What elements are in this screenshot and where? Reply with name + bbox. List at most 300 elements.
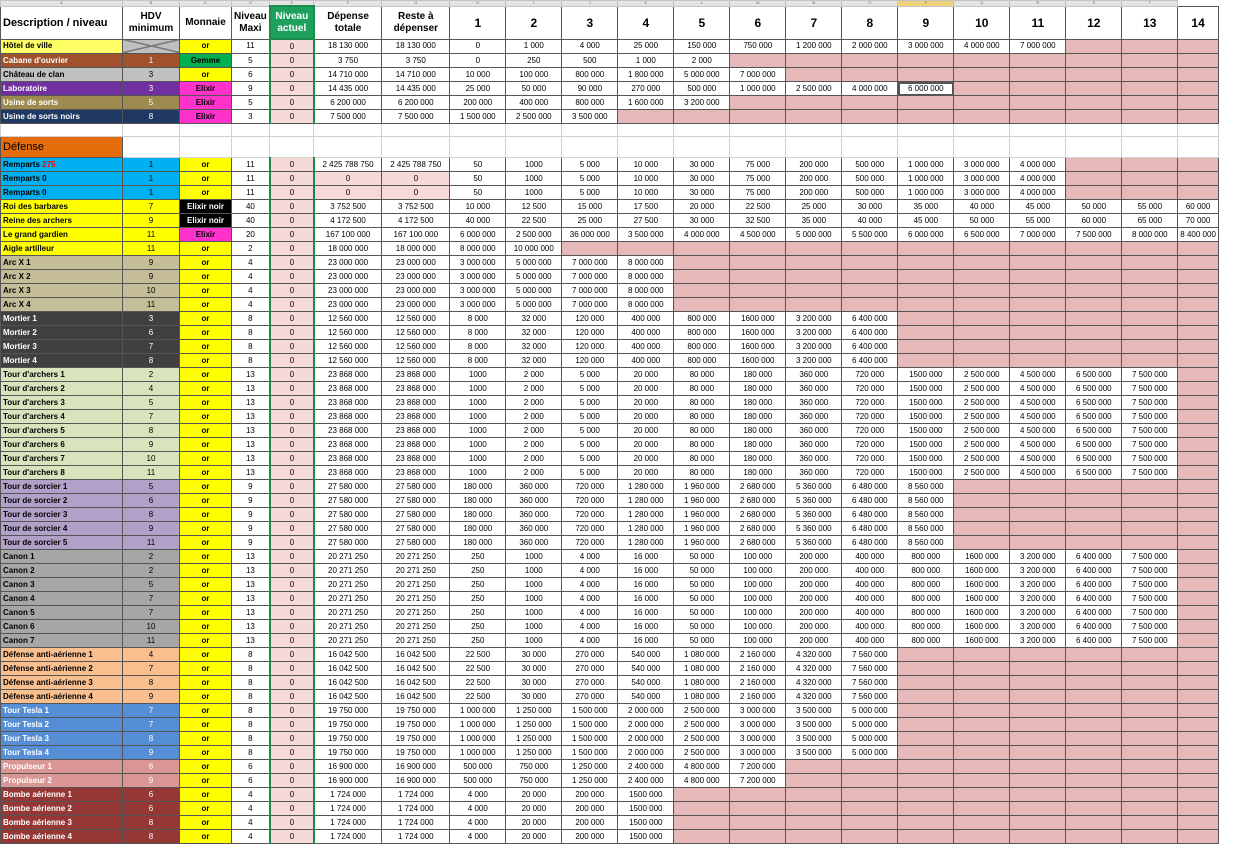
blank-cell[interactable] <box>954 137 1010 158</box>
level-cost-cell[interactable]: 1600 000 <box>730 312 786 326</box>
level-cost-cell[interactable]: 40 000 <box>954 200 1010 214</box>
level-cost-cell-empty[interactable] <box>898 110 954 124</box>
level-cost-cell-empty[interactable] <box>562 242 618 256</box>
level-cost-cell-empty[interactable] <box>954 256 1010 270</box>
currency-cell[interactable]: or <box>180 172 232 186</box>
current-level-input[interactable]: 0 <box>270 172 314 186</box>
current-level-input[interactable]: 0 <box>270 424 314 438</box>
level-cost-cell-empty[interactable] <box>898 354 954 368</box>
total-cost-cell[interactable]: 20 271 250 <box>314 592 382 606</box>
level-cost-cell[interactable]: 20 000 <box>506 816 562 830</box>
level-cost-cell[interactable]: 1 600 000 <box>618 96 674 110</box>
total-cost-cell[interactable]: 12 560 000 <box>314 340 382 354</box>
current-level-input[interactable]: 0 <box>270 54 314 68</box>
total-cost-cell[interactable]: 0 <box>314 186 382 200</box>
level-cost-cell[interactable]: 3 000 000 <box>954 172 1010 186</box>
level-cost-cell[interactable]: 250 <box>450 550 506 564</box>
level-cost-cell-empty[interactable] <box>786 830 842 844</box>
total-cost-cell[interactable]: 16 900 000 <box>314 760 382 774</box>
level-cost-cell-empty[interactable] <box>730 110 786 124</box>
level-cost-cell[interactable]: 50 <box>450 172 506 186</box>
level-cost-cell[interactable]: 360 000 <box>506 508 562 522</box>
current-level-input[interactable]: 0 <box>270 480 314 494</box>
level-cost-cell[interactable]: 6 000 000 <box>898 82 954 96</box>
currency-cell[interactable]: or <box>180 578 232 592</box>
total-cost-cell[interactable]: 2 425 788 750 <box>314 158 382 172</box>
total-cost-cell[interactable]: 19 750 000 <box>314 732 382 746</box>
level-cost-cell-empty[interactable] <box>1010 690 1066 704</box>
currency-cell[interactable]: or <box>180 606 232 620</box>
currency-cell[interactable]: or <box>180 564 232 578</box>
max-level-cell[interactable]: 9 <box>232 82 270 96</box>
total-cost-cell[interactable]: 12 560 000 <box>314 354 382 368</box>
hdv-minimum-cell[interactable]: 9 <box>123 438 180 452</box>
level-cost-cell-empty[interactable] <box>1122 82 1178 96</box>
max-level-cell[interactable]: 13 <box>232 368 270 382</box>
level-cost-cell-empty[interactable] <box>1010 110 1066 124</box>
max-level-cell[interactable]: 8 <box>232 676 270 690</box>
level-cost-cell-empty[interactable] <box>1178 96 1219 110</box>
level-cost-cell[interactable]: 400 000 <box>842 620 898 634</box>
column-letter[interactable]: H <box>450 1 506 7</box>
column-letter[interactable]: J <box>562 1 618 7</box>
level-cost-cell-empty[interactable] <box>1010 494 1066 508</box>
remaining-cost-cell[interactable]: 1 724 000 <box>382 802 450 816</box>
blank-cell[interactable] <box>450 137 506 158</box>
level-cost-cell-empty[interactable] <box>674 802 730 816</box>
level-cost-cell[interactable]: 4 000 <box>562 606 618 620</box>
level-cost-cell[interactable]: 360 000 <box>786 424 842 438</box>
level-cost-cell-empty[interactable] <box>786 816 842 830</box>
level-cost-cell[interactable]: 2 000 <box>674 54 730 68</box>
level-cost-cell[interactable]: 2 000 000 <box>842 39 898 54</box>
level-cost-cell-empty[interactable] <box>842 816 898 830</box>
level-cost-cell[interactable]: 35 000 <box>786 214 842 228</box>
header-level-3[interactable]: 3 <box>562 6 618 39</box>
level-cost-cell[interactable]: 5 000 <box>562 172 618 186</box>
hdv-minimum-cell[interactable]: 7 <box>123 200 180 214</box>
current-level-input[interactable]: 0 <box>270 39 314 54</box>
remaining-cost-cell[interactable]: 4 172 500 <box>382 214 450 228</box>
total-cost-cell[interactable]: 18 130 000 <box>314 39 382 54</box>
row-name[interactable] <box>1 298 123 312</box>
max-level-cell[interactable]: 13 <box>232 550 270 564</box>
level-cost-cell-empty[interactable] <box>674 284 730 298</box>
hdv-minimum-cell[interactable]: 9 <box>123 690 180 704</box>
level-cost-cell[interactable]: 3 000 000 <box>450 270 506 284</box>
level-cost-cell[interactable]: 200 000 <box>786 172 842 186</box>
remaining-cost-cell[interactable]: 20 271 250 <box>382 550 450 564</box>
current-level-input[interactable]: 0 <box>270 96 314 110</box>
level-cost-cell[interactable]: 8 560 000 <box>898 494 954 508</box>
blank-cell[interactable] <box>1 124 123 137</box>
header-hdv-minimum[interactable]: HDV minimum <box>123 6 180 39</box>
level-cost-cell[interactable]: 0 <box>450 54 506 68</box>
level-cost-cell-empty[interactable] <box>1178 270 1219 284</box>
level-cost-cell-empty[interactable] <box>1010 830 1066 844</box>
current-level-input[interactable]: 0 <box>270 550 314 564</box>
blank-cell[interactable] <box>123 137 180 158</box>
remaining-cost-cell[interactable]: 14 710 000 <box>382 68 450 82</box>
currency-cell[interactable]: or <box>180 508 232 522</box>
level-cost-cell[interactable]: 22 500 <box>450 648 506 662</box>
level-cost-cell-empty[interactable] <box>1178 480 1219 494</box>
level-cost-cell-empty[interactable] <box>786 760 842 774</box>
remaining-cost-cell[interactable]: 20 271 250 <box>382 578 450 592</box>
level-cost-cell[interactable]: 8 000 000 <box>450 242 506 256</box>
level-cost-cell-empty[interactable] <box>1066 340 1122 354</box>
level-cost-cell[interactable]: 25 000 <box>450 82 506 96</box>
level-cost-cell[interactable]: 4 320 000 <box>786 662 842 676</box>
level-cost-cell[interactable]: 8 000 000 <box>618 284 674 298</box>
level-cost-cell-empty[interactable] <box>1178 578 1219 592</box>
level-cost-cell-empty[interactable] <box>1122 522 1178 536</box>
level-cost-cell[interactable]: 16 000 <box>618 578 674 592</box>
level-cost-cell[interactable]: 180 000 <box>730 410 786 424</box>
blank-cell[interactable] <box>674 137 730 158</box>
total-cost-cell[interactable]: 23 000 000 <box>314 284 382 298</box>
level-cost-cell[interactable]: 16 000 <box>618 620 674 634</box>
hdv-minimum-cell[interactable]: 9 <box>123 774 180 788</box>
hdv-minimum-cell[interactable]: 5 <box>123 480 180 494</box>
level-cost-cell[interactable]: 4 500 000 <box>1010 466 1066 480</box>
hdv-minimum-cell[interactable]: 6 <box>123 760 180 774</box>
level-cost-cell[interactable]: 1 280 000 <box>618 522 674 536</box>
level-cost-cell[interactable]: 32 000 <box>506 326 562 340</box>
row-name[interactable] <box>1 424 123 438</box>
current-level-input[interactable]: 0 <box>270 648 314 662</box>
currency-cell[interactable]: Elixir <box>180 228 232 242</box>
level-cost-cell-empty[interactable] <box>1066 648 1122 662</box>
remaining-cost-cell[interactable]: 0 <box>382 172 450 186</box>
level-cost-cell-empty[interactable] <box>1122 312 1178 326</box>
level-cost-cell[interactable]: 2 500 000 <box>674 732 730 746</box>
blank-cell[interactable] <box>1066 137 1122 158</box>
hdv-minimum-cell[interactable]: 5 <box>123 96 180 110</box>
level-cost-cell[interactable]: 3 500 000 <box>786 718 842 732</box>
level-cost-cell-empty[interactable] <box>730 830 786 844</box>
currency-cell[interactable]: or <box>180 466 232 480</box>
level-cost-cell-empty[interactable] <box>786 54 842 68</box>
level-cost-cell-empty[interactable] <box>1122 158 1178 172</box>
level-cost-cell[interactable]: 1 080 000 <box>674 662 730 676</box>
max-level-cell[interactable]: 8 <box>232 690 270 704</box>
header-currency[interactable]: Monnaie <box>180 6 232 39</box>
level-cost-cell[interactable]: 1000 <box>450 396 506 410</box>
level-cost-cell[interactable]: 55 000 <box>1122 200 1178 214</box>
total-cost-cell[interactable]: 20 271 250 <box>314 578 382 592</box>
total-cost-cell[interactable]: 16 900 000 <box>314 774 382 788</box>
max-level-cell[interactable]: 6 <box>232 760 270 774</box>
currency-cell[interactable]: or <box>180 186 232 200</box>
level-cost-cell[interactable]: 100 000 <box>506 68 562 82</box>
level-cost-cell-empty[interactable] <box>1122 270 1178 284</box>
header-level-4[interactable]: 4 <box>618 6 674 39</box>
level-cost-cell[interactable]: 2 160 000 <box>730 690 786 704</box>
level-cost-cell[interactable]: 540 000 <box>618 690 674 704</box>
remaining-cost-cell[interactable]: 20 271 250 <box>382 606 450 620</box>
level-cost-cell[interactable]: 20 000 <box>674 200 730 214</box>
total-cost-cell[interactable]: 20 271 250 <box>314 634 382 648</box>
level-cost-cell-empty[interactable] <box>1178 830 1219 844</box>
row-name[interactable] <box>1 452 123 466</box>
blank-cell[interactable] <box>270 137 314 158</box>
level-cost-cell[interactable]: 800 000 <box>562 68 618 82</box>
currency-cell[interactable]: or <box>180 242 232 256</box>
row-name[interactable] <box>1 578 123 592</box>
level-cost-cell[interactable]: 270 000 <box>562 690 618 704</box>
column-letter[interactable]: G <box>382 1 450 7</box>
current-level-input[interactable]: 0 <box>270 256 314 270</box>
level-cost-cell[interactable]: 80 000 <box>674 438 730 452</box>
level-cost-cell[interactable]: 10 000 <box>450 68 506 82</box>
level-cost-cell[interactable]: 4 000 <box>562 578 618 592</box>
level-cost-cell[interactable]: 400 000 <box>842 550 898 564</box>
currency-cell[interactable]: or <box>180 158 232 172</box>
level-cost-cell-empty[interactable] <box>618 110 674 124</box>
current-level-input[interactable]: 0 <box>270 746 314 760</box>
current-level-input[interactable]: 0 <box>270 200 314 214</box>
level-cost-cell[interactable]: 7 000 000 <box>1010 228 1066 242</box>
level-cost-cell[interactable]: 500 000 <box>842 172 898 186</box>
max-level-cell[interactable]: 13 <box>232 424 270 438</box>
level-cost-cell[interactable]: 8 000 000 <box>618 270 674 284</box>
hdv-minimum-cell[interactable]: 9 <box>123 746 180 760</box>
level-cost-cell[interactable]: 1 500 000 <box>562 704 618 718</box>
row-name[interactable] <box>1 326 123 340</box>
level-cost-cell-empty[interactable] <box>1010 816 1066 830</box>
level-cost-cell-empty[interactable] <box>1178 746 1219 760</box>
total-cost-cell[interactable]: 19 750 000 <box>314 746 382 760</box>
total-cost-cell[interactable]: 23 868 000 <box>314 424 382 438</box>
remaining-cost-cell[interactable]: 12 560 000 <box>382 326 450 340</box>
level-cost-cell[interactable]: 5 000 000 <box>506 256 562 270</box>
current-level-input[interactable]: 0 <box>270 214 314 228</box>
level-cost-cell[interactable]: 200 000 <box>786 158 842 172</box>
level-cost-cell[interactable]: 50 000 <box>674 550 730 564</box>
level-cost-cell[interactable]: 7 560 000 <box>842 648 898 662</box>
level-cost-cell-empty[interactable] <box>674 830 730 844</box>
level-cost-cell-empty[interactable] <box>898 774 954 788</box>
level-cost-cell[interactable]: 25 000 <box>562 214 618 228</box>
max-level-cell[interactable]: 13 <box>232 634 270 648</box>
level-cost-cell[interactable]: 750 000 <box>730 39 786 54</box>
level-cost-cell[interactable]: 20 000 <box>618 466 674 480</box>
level-cost-cell[interactable]: 1500 000 <box>898 438 954 452</box>
remaining-cost-cell[interactable]: 7 500 000 <box>382 110 450 124</box>
max-level-cell[interactable]: 4 <box>232 816 270 830</box>
hdv-minimum-cell[interactable]: 3 <box>123 68 180 82</box>
current-level-input[interactable]: 0 <box>270 110 314 124</box>
level-cost-cell-empty[interactable] <box>618 242 674 256</box>
level-cost-cell[interactable]: 200 000 <box>786 592 842 606</box>
level-cost-cell[interactable]: 6 400 000 <box>1066 634 1122 648</box>
level-cost-cell[interactable]: 1 080 000 <box>674 676 730 690</box>
currency-cell[interactable]: or <box>180 802 232 816</box>
blank-cell[interactable] <box>786 124 842 137</box>
level-cost-cell[interactable]: 2 000 <box>506 368 562 382</box>
level-cost-cell[interactable]: 360 000 <box>506 536 562 550</box>
blank-cell[interactable] <box>232 124 270 137</box>
level-cost-cell-empty[interactable] <box>1122 774 1178 788</box>
total-cost-cell[interactable]: 27 580 000 <box>314 536 382 550</box>
column-letter[interactable]: P <box>898 1 954 7</box>
level-cost-cell[interactable]: 20 000 <box>618 410 674 424</box>
level-cost-cell-empty[interactable] <box>898 284 954 298</box>
total-cost-cell[interactable]: 23 868 000 <box>314 452 382 466</box>
column-letter[interactable]: N <box>786 1 842 7</box>
remaining-cost-cell[interactable]: 2 425 788 750 <box>382 158 450 172</box>
hdv-minimum-cell[interactable]: 11 <box>123 634 180 648</box>
currency-cell[interactable]: Elixir <box>180 110 232 124</box>
current-level-input[interactable]: 0 <box>270 340 314 354</box>
level-cost-cell[interactable]: 100 000 <box>730 578 786 592</box>
total-cost-cell[interactable]: 1 724 000 <box>314 830 382 844</box>
level-cost-cell[interactable]: 1000 <box>506 186 562 200</box>
level-cost-cell[interactable]: 1600 000 <box>954 578 1010 592</box>
level-cost-cell[interactable]: 1 000 000 <box>730 82 786 96</box>
level-cost-cell[interactable]: 27 500 <box>618 214 674 228</box>
level-cost-cell[interactable]: 200 000 <box>450 96 506 110</box>
max-level-cell[interactable]: 8 <box>232 746 270 760</box>
level-cost-cell-empty[interactable] <box>1010 648 1066 662</box>
row-name[interactable] <box>1 270 123 284</box>
level-cost-cell[interactable]: 7 500 000 <box>1122 438 1178 452</box>
level-cost-cell-empty[interactable] <box>786 270 842 284</box>
level-cost-cell[interactable]: 2 500 000 <box>954 382 1010 396</box>
level-cost-cell-empty[interactable] <box>954 96 1010 110</box>
total-cost-cell[interactable]: 16 042 500 <box>314 676 382 690</box>
level-cost-cell[interactable]: 10 000 <box>450 200 506 214</box>
level-cost-cell-empty[interactable] <box>1178 312 1219 326</box>
level-cost-cell-empty[interactable] <box>1178 718 1219 732</box>
currency-cell[interactable]: or <box>180 816 232 830</box>
level-cost-cell[interactable]: 3 200 000 <box>786 312 842 326</box>
level-cost-cell[interactable]: 8 000 <box>450 354 506 368</box>
level-cost-cell-empty[interactable] <box>1010 774 1066 788</box>
level-cost-cell[interactable]: 1 000 000 <box>898 158 954 172</box>
level-cost-cell[interactable]: 80 000 <box>674 466 730 480</box>
level-cost-cell[interactable]: 7 500 000 <box>1122 368 1178 382</box>
currency-cell[interactable]: or <box>180 312 232 326</box>
level-cost-cell[interactable]: 7 500 000 <box>1122 634 1178 648</box>
level-cost-cell[interactable]: 4 500 000 <box>1010 396 1066 410</box>
level-cost-cell[interactable]: 200 000 <box>562 802 618 816</box>
level-cost-cell[interactable]: 100 000 <box>730 564 786 578</box>
level-cost-cell-empty[interactable] <box>1122 648 1178 662</box>
remaining-cost-cell[interactable]: 16 900 000 <box>382 760 450 774</box>
hdv-minimum-cell[interactable]: 7 <box>123 704 180 718</box>
header-level-9[interactable]: 9 <box>898 6 954 39</box>
column-letter[interactable]: C <box>180 1 232 7</box>
level-cost-cell[interactable]: 30 000 <box>506 648 562 662</box>
level-cost-cell-empty[interactable] <box>1122 298 1178 312</box>
level-cost-cell[interactable]: 22 500 <box>450 676 506 690</box>
current-level-input[interactable]: 0 <box>270 68 314 82</box>
current-level-input[interactable]: 0 <box>270 466 314 480</box>
level-cost-cell[interactable]: 5 000 000 <box>842 718 898 732</box>
column-letter[interactable]: T <box>1122 1 1178 7</box>
level-cost-cell[interactable]: 6 400 000 <box>842 340 898 354</box>
level-cost-cell-empty[interactable] <box>954 774 1010 788</box>
level-cost-cell[interactable]: 1 250 000 <box>506 746 562 760</box>
level-cost-cell-empty[interactable] <box>1178 298 1219 312</box>
max-level-cell[interactable]: 13 <box>232 410 270 424</box>
level-cost-cell[interactable]: 10 000 000 <box>506 242 562 256</box>
max-level-cell[interactable]: 9 <box>232 480 270 494</box>
level-cost-cell-empty[interactable] <box>730 816 786 830</box>
level-cost-cell-empty[interactable] <box>954 662 1010 676</box>
level-cost-cell[interactable]: 50 000 <box>674 564 730 578</box>
level-cost-cell[interactable]: 3 000 000 <box>730 746 786 760</box>
level-cost-cell[interactable]: 400 000 <box>842 592 898 606</box>
level-cost-cell[interactable]: 4 320 000 <box>786 648 842 662</box>
level-cost-cell[interactable]: 1500 000 <box>618 830 674 844</box>
current-level-input[interactable]: 0 <box>270 508 314 522</box>
current-level-input[interactable]: 0 <box>270 452 314 466</box>
level-cost-cell[interactable]: 800 000 <box>898 564 954 578</box>
level-cost-cell[interactable]: 3 200 000 <box>1010 564 1066 578</box>
level-cost-cell[interactable]: 80 000 <box>674 424 730 438</box>
level-cost-cell-empty[interactable] <box>842 802 898 816</box>
total-cost-cell[interactable]: 19 750 000 <box>314 718 382 732</box>
level-cost-cell-empty[interactable] <box>730 284 786 298</box>
level-cost-cell-empty[interactable] <box>1010 82 1066 96</box>
header-remaining-cost[interactable]: Reste à dépenser <box>382 6 450 39</box>
total-cost-cell[interactable]: 23 868 000 <box>314 438 382 452</box>
level-cost-cell[interactable]: 800 000 <box>898 606 954 620</box>
current-level-input[interactable]: 0 <box>270 382 314 396</box>
level-cost-cell-empty[interactable] <box>842 96 898 110</box>
remaining-cost-cell[interactable]: 16 900 000 <box>382 774 450 788</box>
level-cost-cell[interactable]: 7 200 000 <box>730 760 786 774</box>
level-cost-cell-empty[interactable] <box>730 802 786 816</box>
level-cost-cell-empty[interactable] <box>1178 110 1219 124</box>
remaining-cost-cell[interactable]: 18 000 000 <box>382 242 450 256</box>
currency-cell[interactable]: or <box>180 340 232 354</box>
level-cost-cell-empty[interactable] <box>898 648 954 662</box>
level-cost-cell[interactable]: 1 250 000 <box>562 774 618 788</box>
column-letter[interactable]: A <box>1 1 123 7</box>
level-cost-cell[interactable]: 1 800 000 <box>618 68 674 82</box>
current-level-input[interactable]: 0 <box>270 186 314 200</box>
level-cost-cell-empty[interactable] <box>898 96 954 110</box>
level-cost-cell-empty[interactable] <box>842 242 898 256</box>
level-cost-cell[interactable]: 7 000 000 <box>1010 39 1066 54</box>
max-level-cell[interactable]: 3 <box>232 110 270 124</box>
level-cost-cell[interactable]: 5 000 <box>562 438 618 452</box>
level-cost-cell[interactable]: 2 160 000 <box>730 648 786 662</box>
level-cost-cell-empty[interactable] <box>898 830 954 844</box>
level-cost-cell[interactable]: 4 000 <box>562 564 618 578</box>
column-letter[interactable]: K <box>618 1 674 7</box>
level-cost-cell-empty[interactable] <box>898 718 954 732</box>
level-cost-cell-empty[interactable] <box>898 802 954 816</box>
level-cost-cell[interactable]: 5 000 000 <box>842 704 898 718</box>
row-name[interactable] <box>1 368 123 382</box>
level-cost-cell-empty[interactable] <box>730 96 786 110</box>
level-cost-cell[interactable]: 40 000 <box>450 214 506 228</box>
level-cost-cell[interactable]: 360 000 <box>506 480 562 494</box>
blank-cell[interactable] <box>506 124 562 137</box>
blank-cell[interactable] <box>562 137 618 158</box>
row-name[interactable] <box>1 648 123 662</box>
level-cost-cell-empty[interactable] <box>1066 39 1122 54</box>
row-name[interactable] <box>1 480 123 494</box>
level-cost-cell-empty[interactable] <box>1122 746 1178 760</box>
level-cost-cell[interactable]: 12 500 <box>506 200 562 214</box>
level-cost-cell[interactable]: 4 500 000 <box>1010 410 1066 424</box>
